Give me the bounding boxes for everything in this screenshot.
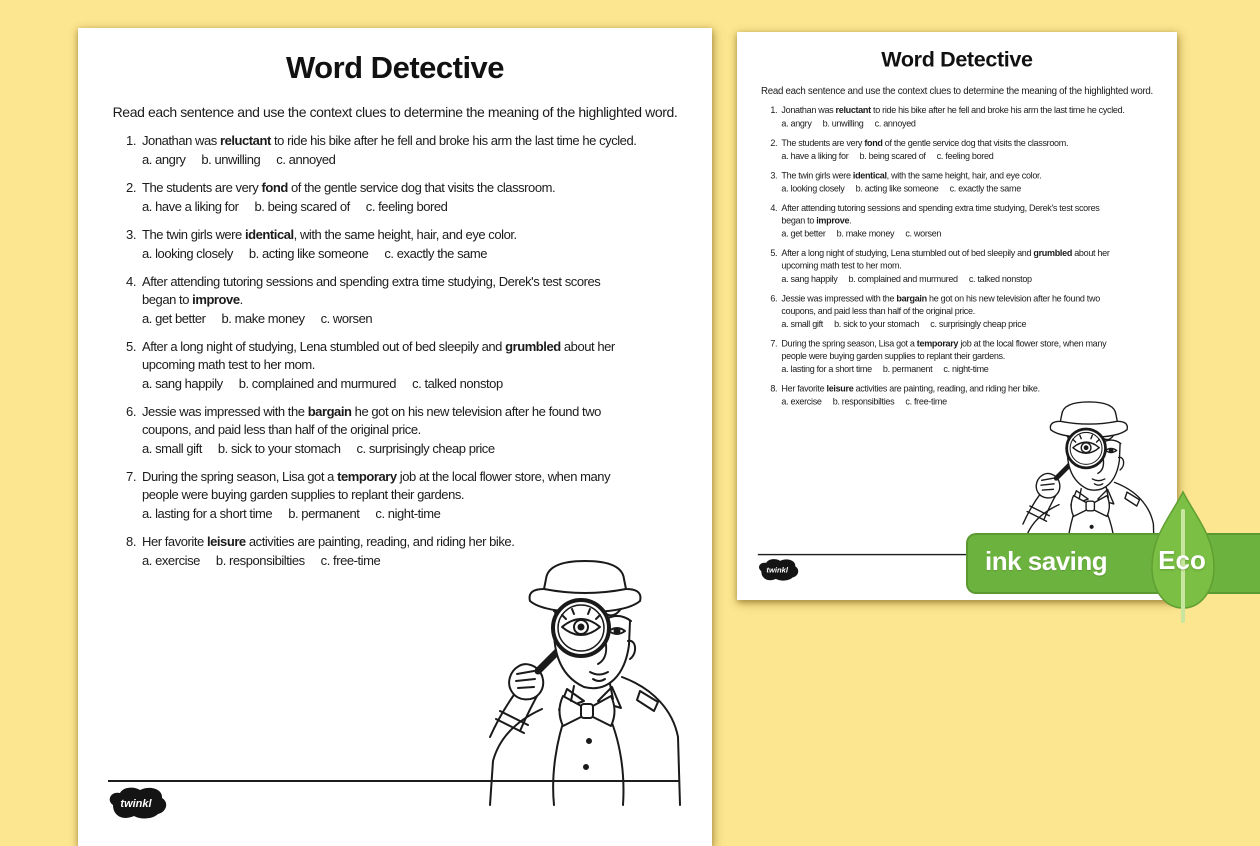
question-sentence: The students are very fond of the gentle service dog that visits the classroom. — [142, 180, 556, 195]
question-option: b. being scared of — [859, 150, 926, 162]
question-item — [142, 468, 708, 523]
question-options — [781, 363, 1174, 375]
question-item — [142, 403, 708, 458]
svg-text:twinkl: twinkl — [120, 798, 152, 810]
question-list — [781, 104, 1174, 415]
question-option: c. worsen — [905, 228, 942, 239]
question-sentence: After a long night of studying, Lena stumbled out of bed sleepily and grumbled about her — [142, 339, 615, 354]
question-item — [781, 169, 1174, 195]
question-item — [781, 337, 1174, 375]
question-item — [142, 338, 708, 393]
question-option: c. free-time — [320, 553, 381, 568]
question-option: c. feeling bored — [936, 150, 994, 162]
question-item — [142, 226, 708, 263]
question-sentence: upcoming math test to her mom. — [781, 260, 902, 271]
question-sentence: The students are very fond of the gentle service dog that visits the classroom. — [781, 137, 1069, 148]
question-option: b. permanent — [882, 363, 933, 375]
question-option: c. night-time — [375, 506, 441, 521]
question-option: a. sang happily — [781, 273, 838, 284]
question-options — [142, 198, 708, 216]
question-item — [142, 273, 708, 328]
question-sentence: During the spring season, Lisa got a temporary job at the local flower store, when many — [142, 469, 611, 484]
question-option: b. acting like someone — [855, 183, 939, 194]
question-options — [781, 318, 1174, 330]
twinkl-logo — [755, 558, 801, 582]
question-item — [781, 247, 1174, 285]
question-option: b. complained and murmured — [848, 273, 958, 284]
question-option: a. have a liking for — [781, 150, 849, 162]
question-option: b. permanent — [288, 506, 360, 521]
question-options — [781, 183, 1174, 195]
question-options — [142, 245, 708, 263]
question-option: c. surprisingly cheap price — [930, 318, 1027, 330]
question-option: c. free-time — [905, 396, 947, 407]
question-option: b. responsibilties — [215, 553, 305, 568]
question-option: a. get better — [781, 228, 826, 239]
question-option: a. small gift — [142, 441, 202, 456]
question-option: b. unwilling — [822, 118, 864, 129]
question-options — [781, 150, 1174, 162]
question-sentence: coupons, and paid less than half of the original price. — [142, 422, 421, 437]
question-option: c. surprisingly cheap price — [356, 441, 495, 456]
question-option: b. unwilling — [201, 152, 261, 167]
question-item — [781, 104, 1174, 130]
question-list — [142, 132, 708, 580]
question-option: a. get better — [142, 311, 206, 326]
worksheet-instruction: Read each sentence and use the context clues to determine the meaning of the highlighted word. — [112, 104, 678, 120]
worksheet-page-ink-saving-preview — [737, 32, 1177, 600]
question-sentence: After a long night of studying, Lena stumbled out of bed sleepily and grumbled about her — [781, 247, 1110, 259]
question-item — [142, 179, 708, 216]
worksheet-sheet — [737, 32, 1177, 600]
question-options — [142, 375, 708, 393]
question-option: b. complained and murmured — [238, 376, 397, 391]
question-options — [142, 505, 708, 523]
question-sentence: During the spring season, Lisa got a temporary job at the local flower store, when many — [781, 338, 1107, 349]
twinkl-logo — [104, 786, 170, 820]
question-option: b. sick to your stomach — [834, 318, 920, 330]
question-option: b. acting like someone — [248, 246, 369, 261]
question-sentence: coupons, and paid less than half of the original price. — [781, 305, 975, 316]
question-sentence: began to improve. — [142, 292, 243, 307]
question-sentence: After attending tutoring sessions and spending extra time studying, Derek's test scores — [142, 274, 601, 289]
question-options — [781, 273, 1174, 285]
question-sentence: Jessie was impressed with the bargain he got on his new television after he found two — [781, 292, 1100, 304]
question-sentence: The twin girls were identical, with the same height, hair, and eye color. — [781, 170, 1042, 181]
question-sentence: Her favorite leisure activities are painting, reading, and riding her bike. — [142, 534, 515, 549]
question-option: c. exactly the same — [949, 183, 1021, 194]
question-sentence: Her favorite leisure activities are painting, reading, and riding her bike. — [781, 383, 1040, 394]
question-sentence: The twin girls were identical, with the same height, hair, and eye color. — [142, 227, 517, 242]
detective-illustration — [472, 559, 698, 805]
question-option: b. being scared of — [254, 199, 350, 214]
eco-label: Eco — [1158, 545, 1206, 575]
question-options — [142, 310, 708, 328]
question-option: c. night-time — [943, 363, 989, 375]
question-item — [781, 137, 1174, 163]
ink-saving-label: ink saving — [985, 546, 1108, 576]
question-sentence: Jonathan was reluctant to ride his bike after he fell and broke his arm the last time he cycled. — [142, 133, 637, 148]
question-sentence: Jonathan was reluctant to ride his bike after he fell and broke his arm the last time he cycled. — [781, 104, 1125, 116]
worksheet-instruction: Read each sentence and use the context clues to determine the meaning of the highlighted word. — [761, 84, 1153, 96]
question-option: a. small gift — [781, 318, 823, 330]
question-sentence: people were buying garden supplies to replant their gardens. — [781, 350, 1005, 361]
worksheet-title: Word Detective — [881, 47, 1033, 72]
question-option: b. sick to your stomach — [217, 441, 341, 456]
question-sentence: people were buying garden supplies to replant their gardens. — [142, 487, 465, 502]
question-option: c. feeling bored — [365, 199, 448, 214]
question-option: a. sang happily — [142, 376, 223, 391]
question-option: a. looking closely — [781, 183, 845, 194]
question-sentence: Jessie was impressed with the bargain he got on his new television after he found two — [142, 404, 601, 419]
question-sentence: began to improve. — [781, 215, 852, 226]
question-options — [142, 440, 708, 458]
question-option: c. annoyed — [874, 118, 916, 129]
footer-divider — [108, 780, 680, 782]
question-option: a. lasting for a short time — [142, 506, 273, 521]
question-option: a. angry — [781, 118, 812, 129]
question-options — [781, 228, 1174, 240]
question-option: a. looking closely — [142, 246, 233, 261]
question-item — [781, 292, 1174, 330]
question-item — [142, 132, 708, 169]
question-sentence: upcoming math test to her mom. — [142, 357, 315, 372]
worksheet-sheet — [78, 28, 712, 846]
question-sentence: After attending tutoring sessions and spending extra time studying, Derek's test scores — [781, 202, 1100, 214]
question-option: b. responsibilties — [832, 396, 895, 407]
question-option: c. talked nonstop — [412, 376, 503, 391]
question-option: c. talked nonstop — [968, 273, 1032, 284]
worksheet-page-main — [78, 28, 712, 846]
question-item — [781, 202, 1174, 240]
worksheet-title: Word Detective — [285, 50, 505, 85]
question-options — [142, 151, 708, 169]
question-option: a. have a liking for — [142, 199, 239, 214]
question-option: c. worsen — [320, 311, 373, 326]
question-option: b. make money — [221, 311, 305, 326]
question-option: c. annoyed — [276, 152, 336, 167]
question-option: b. make money — [836, 228, 895, 239]
question-options — [781, 117, 1174, 129]
question-option: a. angry — [142, 152, 186, 167]
question-option: a. exercise — [142, 553, 200, 568]
question-option: a. exercise — [781, 396, 822, 407]
svg-text:twinkl: twinkl — [766, 565, 789, 575]
question-option: c. exactly the same — [384, 246, 488, 261]
question-option: a. lasting for a short time — [781, 363, 872, 375]
